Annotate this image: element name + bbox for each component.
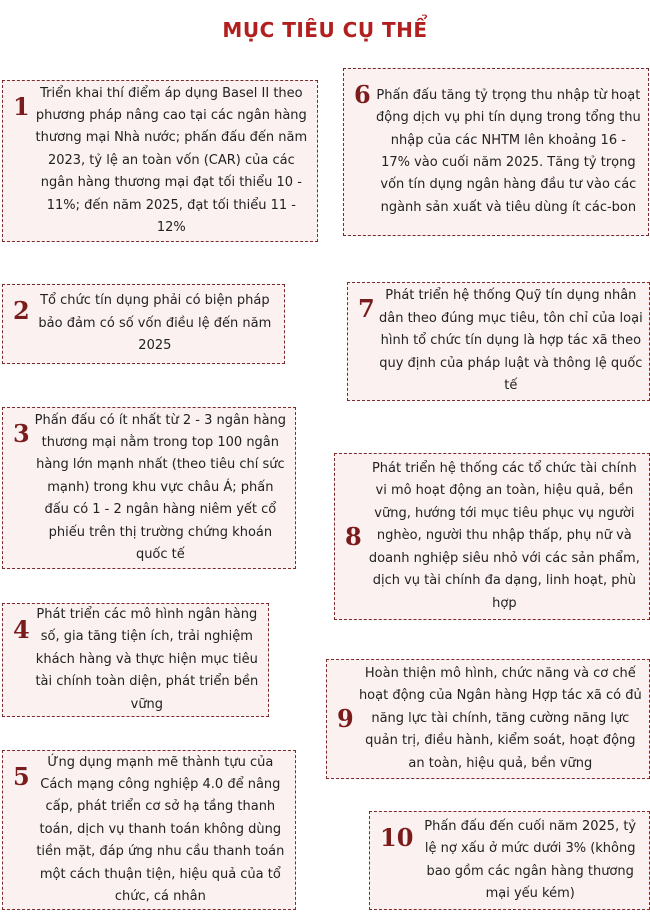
goal-text: Phấn đấu tăng tỷ trọng thu nhập từ hoạt động dịch vụ phi tín dụng trong tổng thu nhập của các NHTM lên khoảng 16 - 17% vào cuối năm 2025. Tăng tỷ trọng vốn tín dụng ngân hàng đầu tư vào các ngành sản xuất và tiêu dùng ít các-bon <box>376 87 641 215</box>
goal-number: 9 <box>337 704 354 733</box>
goal-number: 10 <box>380 823 414 852</box>
goal-text: Ứng dụng mạnh mẽ thành tựu của Cách mạng công nghiệp 4.0 để nâng cấp, phát triển cơ sở hạ tầng thanh toán, dịch vụ thanh toán không dùng tiền mặt, đáp ứng nhu cầu thanh toán một cách thuận tiện, hiệu quả của tổ chức, cá nhân <box>36 754 285 905</box>
goal-text: Phát triển các mô hình ngân hàng số, gia tăng tiện ích, trải nghiệm khách hàng và thực hiện mục tiêu tài chính toàn diện, phát triển bền vững <box>35 606 259 712</box>
goal-card-7 <box>347 282 650 401</box>
goal-card-5 <box>2 750 296 910</box>
goal-card-10 <box>369 811 650 910</box>
goal-card-8 <box>334 453 650 620</box>
goal-text: Triển khai thí điểm áp dụng Basel II theo phương pháp nâng cao tại các ngân hàng thương mại Nhà nước; phấn đấu đến năm 2023, tỷ lệ an toàn vốn (CAR) của các ngân hàng thương mại đạt tối thiểu 10 - 11%; đến năm 2025, đạt tối thiểu 11 - 12% <box>35 85 308 236</box>
goal-card-2 <box>2 284 285 364</box>
goal-number: 3 <box>13 419 30 448</box>
goal-text: Phấn đấu có ít nhất từ 2 - 3 ngân hàng thương mại nằm trong top 100 ngân hàng lớn mạnh nhất (theo tiêu chí sức mạnh) trong khu vực châu Á; phấn đấu có 1 - 2 ngân hàng niêm yết cổ phiếu trên thị trường chứng khoán quốc tế <box>34 412 287 563</box>
goal-card-3 <box>2 407 296 569</box>
goal-number: 7 <box>358 294 375 323</box>
goal-text: Phát triển hệ thống các tổ chức tài chính vi mô hoạt động an toàn, hiệu quả, bền vững, hướng tới mục tiêu phục vụ người nghèo, người thu nhập thấp, phụ nữ và doanh nghiệp siêu nhỏ với các sản phẩm, dịch vụ tài chính đa dạng, linh hoạt, phù hợp <box>368 461 640 611</box>
page-title: MỤC TIÊU CỤ THỂ <box>222 18 428 42</box>
goal-card-9 <box>326 659 650 779</box>
goal-text: Hoàn thiện mô hình, chức năng và cơ chế hoạt động của Ngân hàng Hợp tác xã có đủ năng lực tài chính, tăng cường năng lực quản trị, điều hành, kiểm soát, hoạt động an toàn, hiệu quả, bền vững <box>358 665 642 771</box>
goal-card-6 <box>343 68 649 236</box>
goal-text: Phát triển hệ thống Quỹ tín dụng nhân dân theo đúng mục tiêu, tôn chỉ của loại hình tổ chức tín dụng là hợp tác xã theo quy định của pháp luật và thông lệ quốc tế <box>379 288 643 394</box>
goal-number: 4 <box>13 615 30 644</box>
goal-card-1 <box>2 80 318 242</box>
goal-number: 5 <box>13 762 30 791</box>
goal-card-4 <box>2 603 269 717</box>
goal-number: 6 <box>354 80 371 109</box>
goal-text: Phấn đấu đến cuối năm 2025, tỷ lệ nợ xấu ở mức dưới 3% (không bao gồm các ngân hàng thương mại yếu kém) <box>424 818 637 901</box>
goal-number: 1 <box>13 92 30 121</box>
goal-number: 2 <box>13 296 30 325</box>
goal-text: Tổ chức tín dụng phải có biện pháp bảo đảm có số vốn điều lệ đến năm 2025 <box>38 293 272 354</box>
goal-number: 8 <box>345 521 362 551</box>
